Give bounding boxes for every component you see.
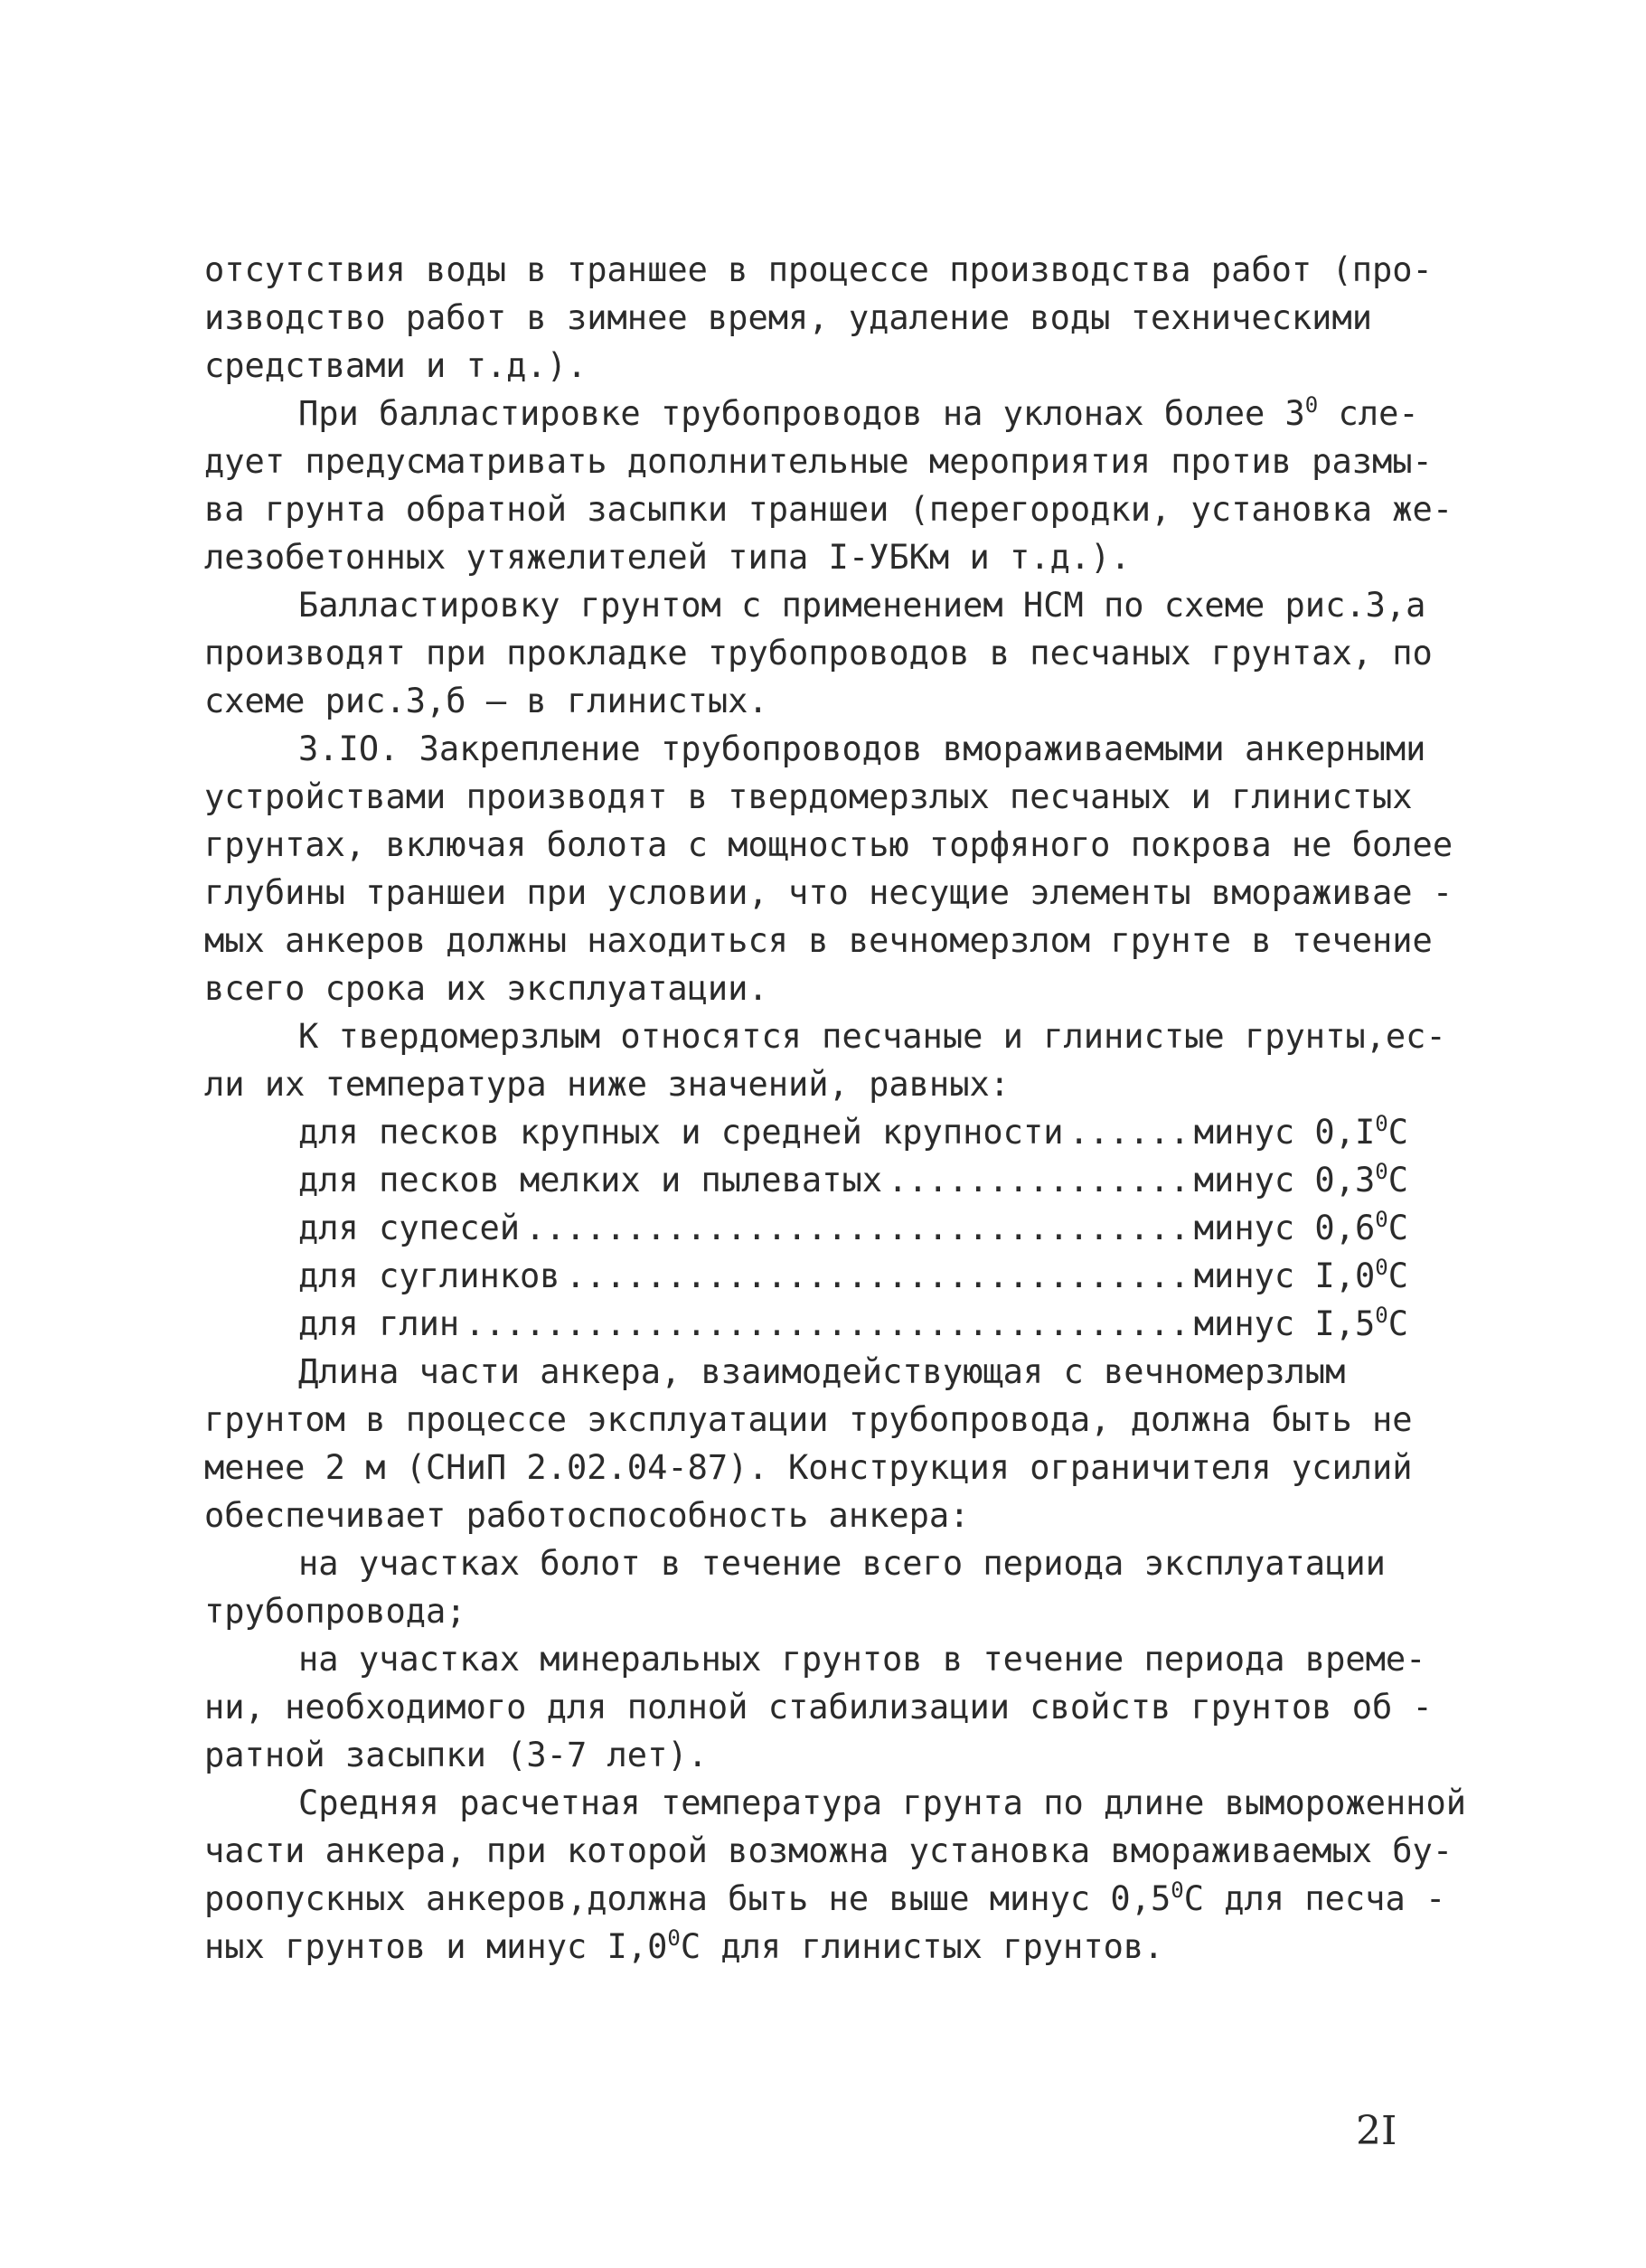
text-line: грунтом в процессе эксплуатации трубопровода, должна быть не bbox=[204, 1400, 1413, 1439]
temperature-list-item bbox=[204, 1204, 1434, 1252]
paragraph-avg-temp-line-j: роопускных анкеров,должна быть не выше минус $0,5^0С$ для песча - bbox=[204, 1877, 1446, 1918]
text-line: лезобетонных утяжелителей типа I-УБКм и т.д.). bbox=[204, 538, 1131, 577]
text-line: ли их температура ниже значений, равных: bbox=[204, 1065, 1011, 1104]
degree-superscript: 0 bbox=[1304, 392, 1319, 418]
paragraph-anchors bbox=[204, 773, 1453, 1012]
text-line: средствами и т.д.). bbox=[204, 346, 588, 385]
degree-superscript: 0 bbox=[1375, 1159, 1388, 1184]
text-line: грунтах, включая болота с мощностью торфяного покрова не более bbox=[204, 825, 1453, 864]
paragraph-length-first: Длина части анкера, взаимодействующая с вечномерзлым bbox=[298, 1352, 1346, 1391]
soil-type-label: для супесей bbox=[298, 1209, 521, 1247]
text-line: всего срока их эксплуатации. bbox=[204, 969, 768, 1008]
soil-type-label: для песков мелких и пылеватых bbox=[298, 1161, 883, 1200]
text-line: устройствами производят в твердомерзлых песчаных и глинистых bbox=[204, 777, 1413, 816]
leader-dots bbox=[459, 1300, 1194, 1348]
text-line: глубины траншеи при условии, что несущие элементы вмораживае - bbox=[204, 873, 1453, 912]
temperature-value: минус $0,6^0C$ bbox=[1193, 1207, 1408, 1247]
text-line: ратной засыпки (3-7 лет). bbox=[204, 1736, 708, 1774]
temperature-value: минус $I,0^0C$ bbox=[1193, 1255, 1408, 1295]
paragraph-frozen-first: К твердомерзлым относятся песчаные и глинистые грунты,ес- bbox=[298, 1017, 1446, 1056]
text-line: менее 2 м (СНиП 2.02.04-87). Конструкция ограничителя усилий bbox=[204, 1448, 1413, 1487]
paragraph-ballast-first: Балластировку грунтом с применением НСМ по схеме рис.3,а bbox=[298, 586, 1426, 625]
text-line: обеспечивает работоспособность анкера: bbox=[204, 1496, 970, 1535]
paragraph-slope-line: При балластировке трубопроводов на уклонах более $3^0$ сле- bbox=[298, 392, 1419, 433]
text-line: мых анкеров должны находиться в вечномерзлом грунте в течение bbox=[204, 921, 1433, 960]
paragraph-length bbox=[204, 1396, 1434, 1539]
temperature-list bbox=[204, 1108, 1434, 1348]
page-number: 2I bbox=[1356, 2108, 1397, 2154]
text-line: дует предусматривать дополнительные мероприятия против размы- bbox=[204, 442, 1433, 481]
degree-superscript: 0 bbox=[1171, 1877, 1184, 1903]
text-line: трубопровода; bbox=[204, 1592, 466, 1631]
text-line: отсутствия воды в траншее в процессе производства работ (про- bbox=[204, 250, 1433, 289]
paragraph-bogs bbox=[204, 1587, 1434, 1635]
text-line: ва грунта обратной засыпки траншеи (перегородки, установка же- bbox=[204, 490, 1453, 529]
degree-superscript: 0 bbox=[1375, 1303, 1388, 1328]
paragraph-mineral bbox=[204, 1683, 1434, 1779]
leader-dots bbox=[882, 1156, 1194, 1204]
paragraph-frozen bbox=[204, 1060, 1434, 1108]
soil-type-label: для песков крупных и средней крупности bbox=[298, 1113, 1064, 1152]
paragraph-avg-temp-line-k: ных грунтов и минус $I,0^0С$ для глинистых грунтов. bbox=[204, 1925, 1164, 1966]
paragraph-slope bbox=[204, 438, 1453, 581]
soil-type-label: для глин bbox=[298, 1304, 460, 1343]
paragraph-water-absence bbox=[204, 246, 1434, 390]
paragraph-anchors-first: 3.IO. Закрепление трубопроводов вмораживаемыми анкерными bbox=[298, 729, 1426, 768]
temperature-list-item bbox=[204, 1300, 1434, 1348]
degree-superscript: 0 bbox=[667, 1925, 681, 1951]
text-line: производят при прокладке трубопроводов в песчаных грунтах, по bbox=[204, 634, 1433, 673]
body-text bbox=[204, 246, 1467, 1971]
paragraph-avg-temp-first: Средняя расчетная температура грунта по длине вымороженной bbox=[298, 1783, 1467, 1822]
text-line: схеме рис.3,б – в глинистых. bbox=[204, 682, 768, 720]
paragraph-mineral-first: на участках минеральных грунтов в течение периода време- bbox=[298, 1640, 1426, 1679]
temperature-list-item bbox=[204, 1156, 1434, 1204]
temperature-value: минус $0,I^0C$ bbox=[1193, 1111, 1408, 1152]
temperature-value: минус $0,3^0C$ bbox=[1193, 1159, 1408, 1200]
degree-superscript: 0 bbox=[1375, 1255, 1388, 1280]
text-line: изводство работ в зимнее время, удаление воды техническими bbox=[204, 298, 1373, 337]
text-line: ни, необходимого для полной стабилизации свойств грунтов об - bbox=[204, 1688, 1433, 1727]
text-line: части анкера, при которой возможна установка вмораживаемых бу- bbox=[204, 1831, 1453, 1870]
paragraph-bogs-first: на участках болот в течение всего периода эксплуатации bbox=[298, 1544, 1386, 1583]
paragraph-ballast bbox=[204, 629, 1434, 725]
temperature-list-item bbox=[204, 1108, 1434, 1156]
paragraph-avg-temp bbox=[204, 1827, 1453, 1875]
leader-dots bbox=[1063, 1108, 1193, 1156]
leader-dots bbox=[520, 1204, 1194, 1252]
temperature-value: минус $I,5^0C$ bbox=[1193, 1303, 1408, 1343]
degree-superscript: 0 bbox=[1375, 1111, 1388, 1136]
leader-dots bbox=[560, 1252, 1194, 1300]
temperature-list-item bbox=[204, 1252, 1434, 1300]
soil-type-label: для суглинков bbox=[298, 1256, 560, 1295]
degree-superscript: 0 bbox=[1375, 1207, 1388, 1232]
